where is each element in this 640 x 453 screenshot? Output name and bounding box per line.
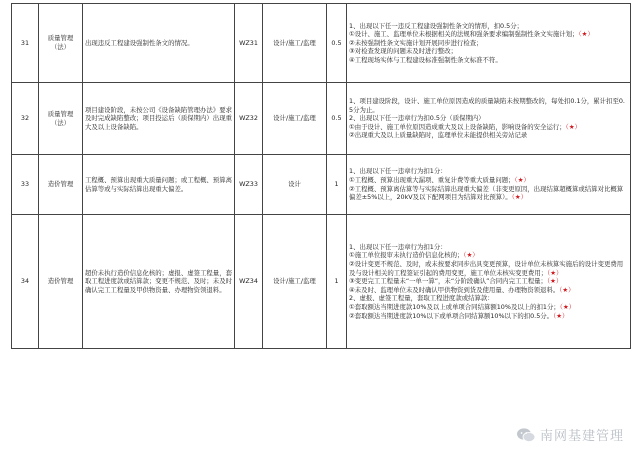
- rule-text: 1、项目建设阶段，设计、施工单位原因造成的质量缺陷未按期整改的，每处扣0.1分，累计扣至0.5分为止。: [349, 97, 625, 114]
- star-marker: （★）: [578, 30, 594, 39]
- star-marker: （★）: [511, 193, 528, 202]
- rule-text: ①由于设计、施工单位原因造成重大及以上设备缺陷，影响设备的安全运行；: [349, 122, 566, 131]
- rule-line: [349, 260, 628, 277]
- rule-line: [349, 56, 628, 65]
- star-marker: （★）: [553, 311, 569, 320]
- rule-line: [349, 39, 628, 48]
- row-rules: [347, 4, 631, 83]
- row-description: 项目建设阶段，未按公司《设备缺陷管理办法》要求及时完成缺陷整改；项目投运后（质保期内）出现重大及以上设备缺陷。: [83, 83, 235, 155]
- row-responsible: 设计/施工/监理: [263, 83, 327, 155]
- rule-text: ②未按强制性条文实施计划开展同步进行检查；: [349, 38, 483, 47]
- rule-text: 1、出现以下任一违章行为扣1分：: [349, 242, 447, 251]
- standards-table: [11, 3, 631, 349]
- rule-line: [349, 294, 628, 303]
- watermark-text: 南网基建管理: [539, 429, 624, 444]
- row-number: 33: [12, 155, 39, 215]
- star-marker: （★）: [514, 175, 530, 184]
- row-number: 32: [12, 83, 39, 155]
- rule-line: [349, 167, 628, 176]
- rule-text: ②套取额达当期进度款10%以下或单项合同结算额10%以下的扣0.5分。: [349, 311, 554, 320]
- row-category: 造价管理: [39, 215, 83, 349]
- row-score: 0.5: [327, 83, 347, 155]
- row-responsible: 设计: [263, 155, 327, 215]
- rule-text: ②出现重大及以上质量缺陷时，监理单位未能提供相关旁站记录: [349, 131, 528, 140]
- star-marker: （★）: [559, 285, 575, 294]
- rule-line: [349, 30, 628, 39]
- row-responsible: 设计/施工/监理: [263, 215, 327, 349]
- row-rules: [347, 155, 631, 215]
- row-description: 出现违反工程建设强制性条文的情况。: [83, 4, 235, 83]
- row-code: WZ31: [235, 4, 263, 83]
- rule-text: ④工程现场实体与工程建设标准强制性条文标准不符。: [349, 55, 502, 64]
- rule-line: [349, 131, 628, 140]
- row-code: WZ34: [235, 215, 263, 349]
- row-number: 31: [12, 4, 39, 83]
- rule-line: [349, 47, 628, 56]
- rule-text: 2、虚报、虚签工程量，套取工程进度款或结算款：: [349, 294, 494, 303]
- row-description: 超价未执行造价信息化核的；虚报、虚签工程量，套取工程进度款或结算款；变更不规范、及时；未及时确认完工工程量及甲供物资量、办理物资领退料。: [83, 215, 235, 349]
- row-description: 工程概、预算出现重大质量问题；或工程概、预算离估算等或与实际结算出现重大偏差。: [83, 155, 235, 215]
- rule-text: ②工程概、预算离估算等与实际结算出现重大偏差（非变更原因，出现结算超概算或结算对比概算偏差±5%以上，20kV及以下配网项目为结算对比预算）。: [349, 184, 624, 202]
- rule-text: ③变更完工工程量未“一单一算”，未“分阶段确认”合同内完工工程量；: [349, 277, 547, 286]
- rule-text: 2、出现以下任一违章行为扣0.5分（质保期内）: [349, 114, 485, 123]
- row-code: WZ32: [235, 83, 263, 155]
- row-category: 质量管理（法）: [39, 4, 83, 83]
- rule-text: ③对检查发现的问题未及时进行整改；: [349, 47, 457, 56]
- row-category: 造价管理: [39, 155, 83, 215]
- star-marker: （★）: [565, 122, 581, 131]
- rule-line: [349, 312, 628, 321]
- row-score: 1: [327, 215, 347, 349]
- rule-text: ①施工单位报审未执行造价信息化核的；: [349, 251, 464, 260]
- row-code: WZ33: [235, 155, 263, 215]
- row-rules: [347, 83, 631, 155]
- row-responsible: 设计/施工/监理: [263, 4, 327, 83]
- star-marker: （★）: [547, 268, 563, 277]
- rule-text: ④未及时、监理单位未及时确认甲供物资到货及使用量、办理物资领退料。: [349, 285, 560, 294]
- row-rules: [347, 215, 631, 349]
- rule-line: [349, 185, 628, 202]
- star-marker: （★）: [463, 251, 479, 260]
- rule-line: [349, 277, 628, 286]
- wechat-icon: [516, 427, 536, 443]
- row-score: 1: [327, 155, 347, 215]
- table-row: [12, 83, 631, 155]
- rule-line: [349, 97, 628, 114]
- star-marker: （★）: [546, 277, 563, 286]
- watermark: [516, 425, 624, 444]
- rule-line: [349, 251, 628, 260]
- rule-text: ②设计变更不规范、及时，或未按要求同步出具变更预算，设计单位未核算实施后的设计变更费用及与设计相关的工程签证引起的费用变更，施工单位未核实变更费用；: [349, 260, 624, 277]
- rule-line: [349, 22, 628, 31]
- rule-text: ①设计、施工、监理单位未根据相关的法规和强条要求编制强制性条文实施计划；: [349, 30, 579, 39]
- row-score: 0.5: [327, 4, 347, 83]
- star-marker: （★）: [559, 302, 576, 311]
- rule-line: [349, 114, 628, 123]
- rule-text: ①套取额达当期进度款10%及以上或单项合同结算额10%及以上的扣1分；: [349, 302, 560, 311]
- table-row: [12, 4, 631, 83]
- rule-line: [349, 176, 628, 185]
- table-row: [12, 215, 631, 349]
- rule-text: 1、出现以下任一违章行为扣1分：: [349, 167, 447, 176]
- rule-line: [349, 303, 628, 312]
- row-number: 34: [12, 215, 39, 349]
- rule-text: ①工程概、预算出现重大漏项、重复计费等重大质量问题；: [349, 175, 515, 184]
- table-row: [12, 155, 631, 215]
- rule-text: 1、出现以下任一违反工程建设强制性条文的情形，扣0.5分；: [349, 21, 523, 30]
- row-category: 质量管理（法）: [39, 83, 83, 155]
